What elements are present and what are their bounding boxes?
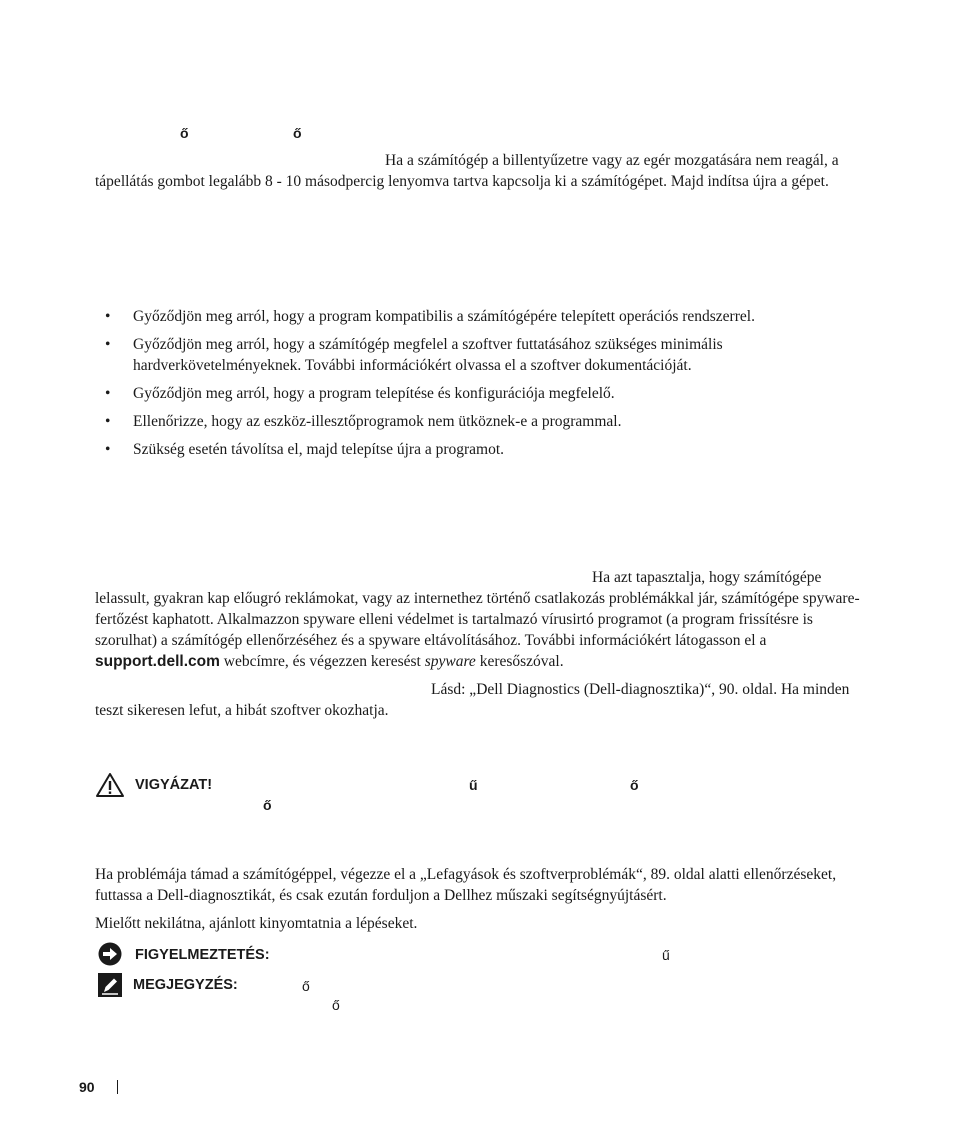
note-label: MEGJEGYZÉS:: [133, 977, 238, 993]
bullet-icon: •: [105, 413, 111, 430]
note-fragment-1: ő: [302, 978, 310, 994]
bullet-icon: •: [105, 336, 111, 353]
bullet-icon: •: [105, 385, 111, 402]
bullet-icon: •: [105, 308, 111, 325]
heading-fragment-1: ő: [180, 125, 189, 141]
caution-label: VIGYÁZAT!: [135, 777, 213, 793]
note-fragment-2: ő: [332, 997, 340, 1013]
spyware-paragraph: Ha azt tapasztalja, hogy számítógépe lelassult, gyakran kap előugró reklámokat, vagy az internethez történő csatlakozás problémákkal jár, számítógépe spyware-fertőzést kaphatott. Alkalmazzon spyware elleni védelmet is tartalmazó vírusirtó programot (a program frissítésre is szorulhat) a számítógép ellenőrzéséhez és a spyware eltávolításához. További információkért látogasson el a support.dell.com webcímre, és végezzen keresést spyware keresőszóval.: [95, 569, 860, 670]
support-link[interactable]: support.dell.com: [95, 653, 220, 670]
list-item: • Győződjön meg arról, hogy a program kompatibilis a számítógépére telepített operációs rendszerrel.: [105, 308, 755, 325]
bullet-icon: •: [105, 441, 111, 458]
page-number: 90: [79, 1079, 95, 1095]
list-item: • Szükség esetén távolítsa el, majd telepítse újra a programot.: [105, 441, 505, 458]
notice-icon: [98, 942, 122, 972]
note-pencil-icon: [98, 973, 122, 1003]
list-item: • Ellenőrizze, hogy az eszköz-illesztőprogramok nem ütköznek-e a programmal.: [105, 413, 622, 430]
print-steps-paragraph: Mielőtt nekilátna, ajánlott kinyomtatnia a lépéseket.: [95, 915, 418, 932]
heading-fragment-2: ő: [293, 125, 302, 141]
caution-fragment-2: ő: [630, 777, 639, 793]
caution-fragment-3: ő: [263, 797, 272, 813]
notice-label: FIGYELMEZTETÉS:: [135, 947, 270, 963]
list-item: • Győződjön meg arról, hogy a program telepítése és konfigurációja megfelelő.: [105, 385, 615, 402]
diagnostics-paragraph: Lásd: „Dell Diagnostics (Dell-diagnosztika)“, 90. oldal. Ha minden teszt sikeresen lefut, a hibát szoftver okozhatja.: [95, 681, 850, 719]
notice-fragment-1: ű: [662, 947, 670, 963]
help-paragraph: Ha problémája támad a számítógéppel, végezze el a „Lefagyások és szoftverproblémák“, 89. oldal alatti ellenőrzéseket, futtassa a Dell-diagnosztikát, és csak ezután forduljon a Dellhez műszaki segítségnyújtásért.: [95, 866, 837, 904]
search-term: spyware: [424, 653, 476, 670]
caution-icon: [95, 772, 125, 804]
footer-divider: [117, 1080, 118, 1094]
list-item: • Győződjön meg arról, hogy a számítógép megfelel a szoftver futtatásához szükséges minimális hardverkövetelményeknek. További információkért olvassa el a szoftver dokumentációját.: [105, 336, 723, 374]
freeze-paragraph: Ha a számítógép a billentyűzetre vagy az egér mozgatására nem reagál, a tápellátás gombot legalább 8 - 10 másodpercig lenyomva tartva kapcsolja ki a számítógépet. Majd indítsa újra a gépet.: [95, 152, 839, 190]
software-checklist: [105, 306, 845, 467]
caution-fragment-1: ű: [469, 777, 478, 793]
